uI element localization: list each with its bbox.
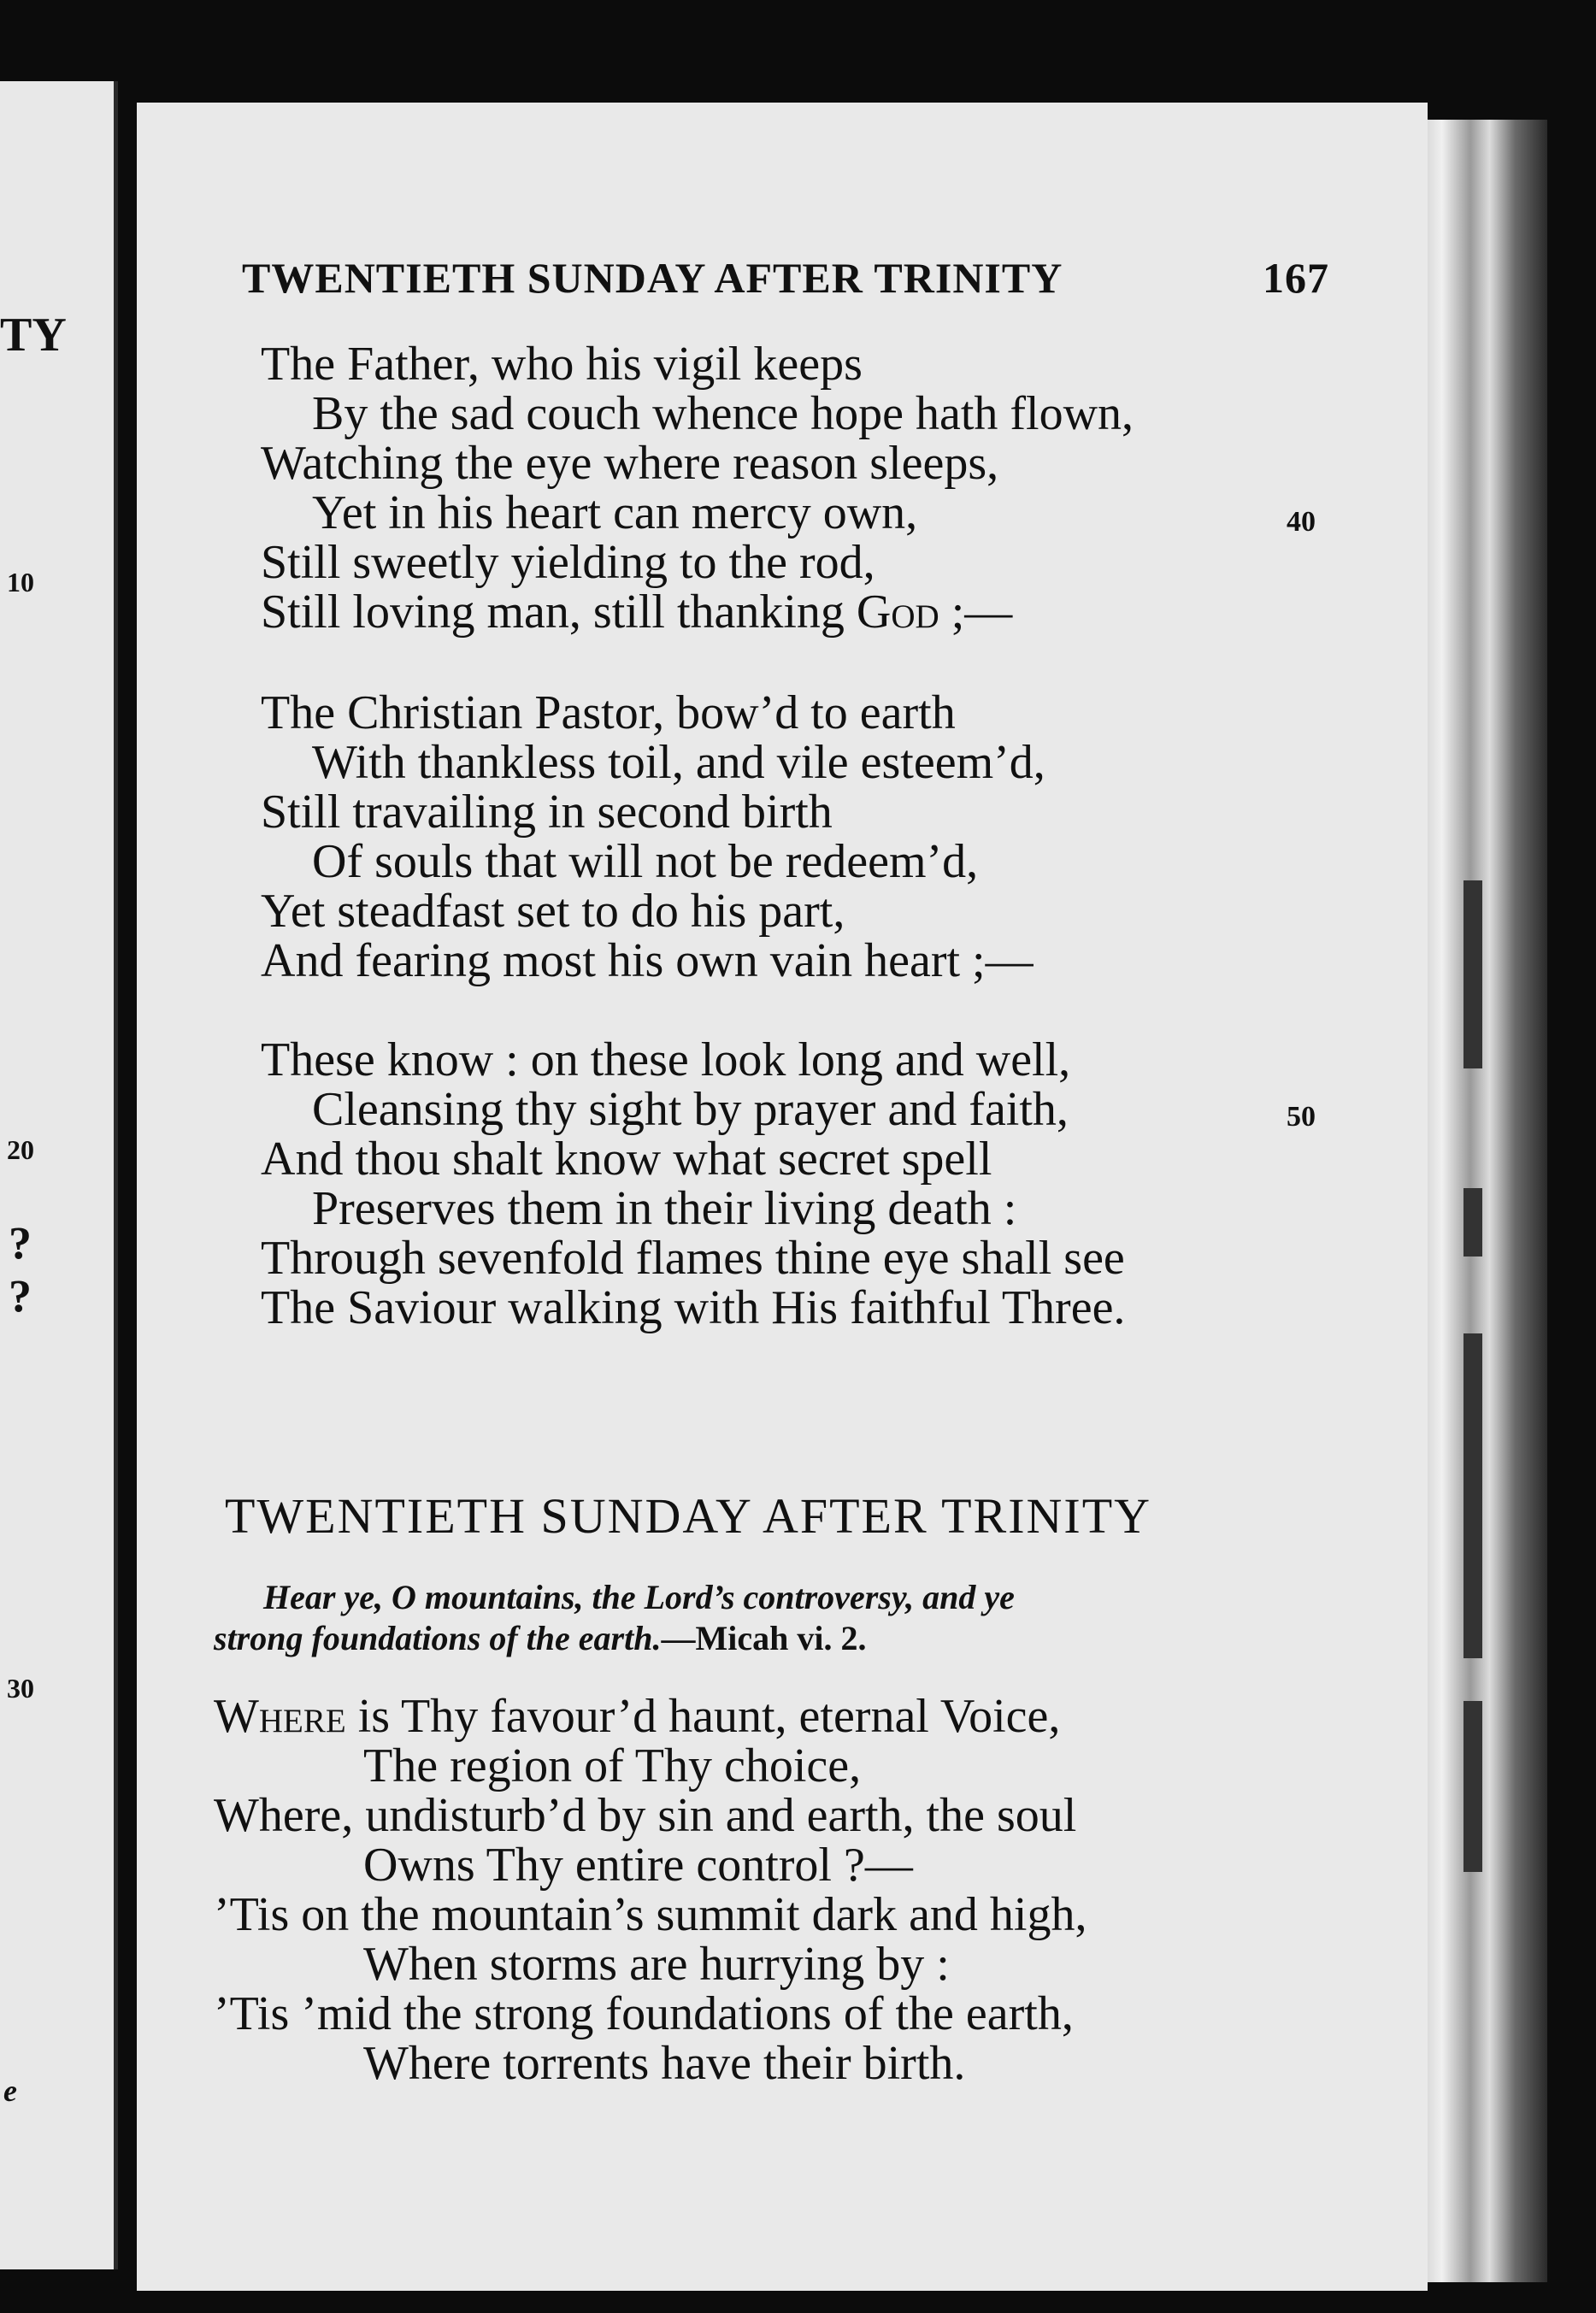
previous-line-number: 10 — [7, 567, 34, 597]
verse-line: And fearing most his own vain heart ;— — [261, 934, 1034, 987]
previous-running-head-fragment: TY — [0, 309, 67, 362]
previous-query-mark: ? — [9, 1270, 32, 1321]
epigraph-line: Hear ye, O mountains, the Lord’s controversy, and ye — [263, 1578, 1015, 1616]
previous-line-number: 20 — [7, 1134, 34, 1165]
verse-line: Watching the eye where reason sleeps, — [261, 437, 999, 490]
verse-line: Still travailing in second birth — [261, 786, 833, 839]
line-number: 40 — [1287, 506, 1316, 538]
running-head — [242, 253, 1329, 303]
verse-line: The Father, who his vigil keeps — [261, 338, 863, 391]
epigraph-line: strong foundations of the earth.—Micah vi. 2. — [214, 1619, 867, 1657]
previous-page-edge — [0, 81, 118, 2269]
verse-line: Still loving man, still thanking God ;— — [261, 586, 1013, 639]
verse-line: Still sweetly yielding to the rod, — [261, 536, 875, 589]
verse-line: Yet steadfast set to do his part, — [261, 885, 845, 938]
verse-line: Cleansing thy sight by prayer and faith, — [312, 1083, 1069, 1136]
book-fore-edge — [1419, 120, 1547, 2282]
verse-line: ’Tis on the mountain’s summit dark and high, — [214, 1888, 1087, 1941]
verse-line: With thankless toil, and vile esteem’d, — [312, 736, 1045, 789]
verse-line: The Saviour walking with His faithful Three. — [261, 1281, 1126, 1334]
verse-line: Where, undisturb’d by sin and earth, the soul — [214, 1789, 1077, 1842]
verse-line: Where is Thy favour’d haunt, eternal Voice, — [214, 1690, 1061, 1743]
verse-line: Yet in his heart can mercy own, — [312, 486, 918, 539]
running-head-title: TWENTIETH SUNDAY AFTER TRINITY — [242, 254, 1063, 302]
verse-line: ’Tis ’mid the strong foundations of the earth, — [214, 1987, 1074, 2040]
verse-line: When storms are hurrying by : — [363, 1938, 950, 1991]
verse-line: Of souls that will not be redeem’d, — [312, 835, 979, 888]
poem-title: TWENTIETH SUNDAY AFTER TRINITY — [225, 1488, 1152, 1544]
page-number: 167 — [1263, 254, 1329, 302]
line-number: 50 — [1287, 1101, 1316, 1133]
scripture-reference: —Micah vi. 2. — [661, 1619, 867, 1657]
verse-line: The region of Thy choice, — [363, 1739, 862, 1792]
opening-word: Where — [214, 1690, 346, 1743]
verse-line: Preserves them in their living death : — [312, 1182, 1017, 1235]
verse-line: Where torrents have their birth. — [363, 2037, 966, 2090]
divine-name: God — [856, 586, 939, 639]
verse-line: By the sad couch whence hope hath flown, — [312, 387, 1134, 440]
previous-query-mark: ? — [9, 1217, 32, 1268]
previous-fragment: e — [3, 2074, 17, 2108]
verse-line: The Christian Pastor, bow’d to earth — [261, 686, 956, 739]
previous-line-number: 30 — [7, 1673, 34, 1704]
verse-line: And thou shalt know what secret spell — [261, 1133, 992, 1186]
verse-line: Through sevenfold flames thine eye shall see — [261, 1232, 1125, 1285]
verse-line: Owns Thy entire control ?— — [363, 1839, 913, 1892]
verse-line: These know : on these look long and well, — [261, 1033, 1071, 1086]
